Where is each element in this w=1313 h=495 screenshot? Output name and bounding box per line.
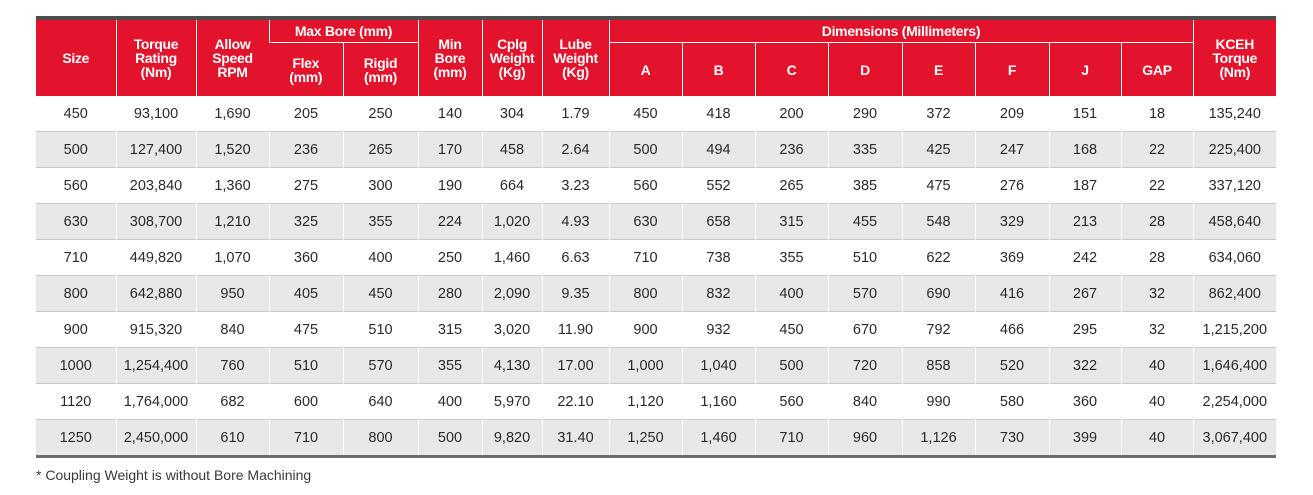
cell-torque-rating: 642,880	[116, 276, 196, 312]
table-row	[36, 384, 1276, 420]
cell-size: 500	[36, 132, 116, 168]
coupling-spec-table	[36, 20, 1276, 455]
cell-allow-speed: 1,070	[196, 240, 269, 276]
cell-dim-d: 960	[828, 420, 902, 456]
cell-allow-speed: 1,210	[196, 204, 269, 240]
cell-allow-speed: 760	[196, 348, 269, 384]
cell-flex-bore: 710	[269, 420, 343, 456]
cell-allow-speed: 1,520	[196, 132, 269, 168]
cell-kceh-torque: 862,400	[1193, 276, 1276, 312]
cell-lube-weight: 11.90	[542, 312, 609, 348]
cell-flex-bore: 600	[269, 384, 343, 420]
cell-min-bore: 140	[418, 96, 482, 132]
cell-dim-a: 500	[609, 132, 682, 168]
cell-cplg-weight: 1,460	[482, 240, 542, 276]
table-row	[36, 168, 1276, 204]
cell-rigid-bore: 400	[343, 240, 418, 276]
cell-dim-j: 267	[1049, 276, 1121, 312]
cell-kceh-torque: 135,240	[1193, 96, 1276, 132]
table-row	[36, 420, 1276, 456]
cell-dim-c: 450	[755, 312, 828, 348]
cell-dim-c: 355	[755, 240, 828, 276]
cell-lube-weight: 3.23	[542, 168, 609, 204]
cell-dim-a: 710	[609, 240, 682, 276]
cell-dim-b: 418	[682, 96, 755, 132]
cell-dim-d: 290	[828, 96, 902, 132]
cell-cplg-weight: 1,020	[482, 204, 542, 240]
cell-dim-f: 329	[975, 204, 1049, 240]
table-row	[36, 348, 1276, 384]
table-row	[36, 132, 1276, 168]
cell-dim-gap: 18	[1121, 96, 1193, 132]
cell-dim-f: 730	[975, 420, 1049, 456]
cell-kceh-torque: 1,646,400	[1193, 348, 1276, 384]
header-kceh-torque: KCEH Torque (Nm)	[1193, 20, 1276, 96]
cell-dim-gap: 40	[1121, 348, 1193, 384]
cell-rigid-bore: 250	[343, 96, 418, 132]
cell-dim-gap: 40	[1121, 384, 1193, 420]
cell-dim-j: 168	[1049, 132, 1121, 168]
cell-dim-b: 1,460	[682, 420, 755, 456]
cell-dim-e: 425	[902, 132, 975, 168]
cell-dim-a: 560	[609, 168, 682, 204]
cell-dim-j: 187	[1049, 168, 1121, 204]
cell-size: 1250	[36, 420, 116, 456]
cell-dim-gap: 22	[1121, 132, 1193, 168]
table-row	[36, 276, 1276, 312]
cell-torque-rating: 449,820	[116, 240, 196, 276]
header-dim-gap: GAP	[1121, 43, 1193, 97]
table-header	[36, 20, 1276, 96]
cell-torque-rating: 1,254,400	[116, 348, 196, 384]
cell-size: 800	[36, 276, 116, 312]
cell-dim-b: 932	[682, 312, 755, 348]
cell-rigid-bore: 265	[343, 132, 418, 168]
cell-dim-b: 658	[682, 204, 755, 240]
cell-rigid-bore: 570	[343, 348, 418, 384]
cell-cplg-weight: 3,020	[482, 312, 542, 348]
cell-lube-weight: 1.79	[542, 96, 609, 132]
header-dim-d: D	[828, 43, 902, 97]
cell-dim-b: 552	[682, 168, 755, 204]
cell-rigid-bore: 300	[343, 168, 418, 204]
cell-dim-c: 400	[755, 276, 828, 312]
cell-flex-bore: 405	[269, 276, 343, 312]
cell-size: 710	[36, 240, 116, 276]
header-torque-rating: Torque Rating (Nm)	[116, 20, 196, 96]
cell-rigid-bore: 450	[343, 276, 418, 312]
header-dim-c: C	[755, 43, 828, 97]
cell-lube-weight: 9.35	[542, 276, 609, 312]
cell-dim-f: 520	[975, 348, 1049, 384]
cell-dim-j: 213	[1049, 204, 1121, 240]
cell-kceh-torque: 458,640	[1193, 204, 1276, 240]
cell-dim-e: 858	[902, 348, 975, 384]
cell-cplg-weight: 4,130	[482, 348, 542, 384]
cell-dim-f: 369	[975, 240, 1049, 276]
cell-allow-speed: 682	[196, 384, 269, 420]
cell-dim-f: 276	[975, 168, 1049, 204]
table-row	[36, 96, 1276, 132]
cell-kceh-torque: 634,060	[1193, 240, 1276, 276]
cell-dim-d: 670	[828, 312, 902, 348]
cell-cplg-weight: 2,090	[482, 276, 542, 312]
cell-min-bore: 400	[418, 384, 482, 420]
cell-dim-e: 1,126	[902, 420, 975, 456]
cell-dim-a: 800	[609, 276, 682, 312]
cell-dim-gap: 40	[1121, 420, 1193, 456]
cell-torque-rating: 2,450,000	[116, 420, 196, 456]
cell-cplg-weight: 304	[482, 96, 542, 132]
cell-dim-b: 832	[682, 276, 755, 312]
cell-flex-bore: 475	[269, 312, 343, 348]
cell-dim-j: 399	[1049, 420, 1121, 456]
cell-torque-rating: 915,320	[116, 312, 196, 348]
cell-dim-gap: 32	[1121, 276, 1193, 312]
cell-dim-f: 247	[975, 132, 1049, 168]
cell-flex-bore: 205	[269, 96, 343, 132]
cell-lube-weight: 4.93	[542, 204, 609, 240]
header-flex: Flex (mm)	[269, 43, 343, 97]
cell-dim-j: 151	[1049, 96, 1121, 132]
cell-dim-f: 580	[975, 384, 1049, 420]
cell-lube-weight: 22.10	[542, 384, 609, 420]
cell-dim-c: 265	[755, 168, 828, 204]
header-dim-a: A	[609, 43, 682, 97]
cell-dim-e: 475	[902, 168, 975, 204]
cell-dim-b: 1,040	[682, 348, 755, 384]
header-dim-f: F	[975, 43, 1049, 97]
cell-size: 1000	[36, 348, 116, 384]
cell-flex-bore: 325	[269, 204, 343, 240]
cell-dim-b: 494	[682, 132, 755, 168]
cell-cplg-weight: 664	[482, 168, 542, 204]
cell-dim-e: 792	[902, 312, 975, 348]
header-allow-speed: Allow Speed RPM	[196, 20, 269, 96]
cell-rigid-bore: 355	[343, 204, 418, 240]
cell-dim-d: 570	[828, 276, 902, 312]
cell-torque-rating: 308,700	[116, 204, 196, 240]
table-body	[36, 96, 1276, 455]
cell-dim-j: 242	[1049, 240, 1121, 276]
cell-dim-gap: 32	[1121, 312, 1193, 348]
cell-dim-e: 690	[902, 276, 975, 312]
cell-lube-weight: 17.00	[542, 348, 609, 384]
cell-lube-weight: 6.63	[542, 240, 609, 276]
cell-size: 450	[63, 105, 88, 122]
header-min-bore: Min Bore (mm)	[418, 20, 482, 96]
cell-min-bore: 280	[418, 276, 482, 312]
cell-allow-speed: 1,690	[196, 96, 269, 132]
cell-dim-gap: 22	[1121, 168, 1193, 204]
header-dimensions-group: Dimensions (Millimeters)	[609, 20, 1193, 43]
cell-lube-weight: 2.64	[542, 132, 609, 168]
cell-cplg-weight: 9,820	[482, 420, 542, 456]
cell-rigid-bore: 800	[343, 420, 418, 456]
cell-cplg-weight: 458	[482, 132, 542, 168]
footnote: * Coupling Weight is without Bore Machining	[36, 467, 312, 483]
header-dim-e: E	[902, 43, 975, 97]
cell-flex-bore: 360	[269, 240, 343, 276]
cell-dim-d: 335	[828, 132, 902, 168]
cell-dim-j: 322	[1049, 348, 1121, 384]
cell-min-bore: 500	[418, 420, 482, 456]
header-lube-weight: Lube Weight (Kg)	[542, 20, 609, 96]
cell-kceh-torque: 2,254,000	[1193, 384, 1276, 420]
cell-flex-bore: 236	[269, 132, 343, 168]
cell-dim-a: 900	[609, 312, 682, 348]
cell-torque-rating: 127,400	[116, 132, 196, 168]
cell-dim-d: 455	[828, 204, 902, 240]
cell-flex-bore: 510	[269, 348, 343, 384]
cell-allow-speed: 950	[196, 276, 269, 312]
cell-allow-speed: 840	[196, 312, 269, 348]
cell-dim-c: 236	[755, 132, 828, 168]
cell-allow-speed: 610	[196, 420, 269, 456]
cell-dim-c: 315	[755, 204, 828, 240]
cell-min-bore: 250	[418, 240, 482, 276]
header-dim-j: J	[1049, 43, 1121, 97]
header-dim-b: B	[682, 43, 755, 97]
cell-kceh-torque: 337,120	[1193, 168, 1276, 204]
header-size: Size	[36, 20, 116, 96]
cell-dim-j: 295	[1049, 312, 1121, 348]
cell-dim-c: 560	[755, 384, 828, 420]
cell-dim-d: 840	[828, 384, 902, 420]
table-row	[36, 204, 1276, 240]
cell-dim-e: 548	[902, 204, 975, 240]
cell-dim-f: 209	[975, 96, 1049, 132]
cell-size: 1120	[36, 384, 116, 420]
cell-dim-f: 466	[975, 312, 1049, 348]
table-bottom-rule	[36, 455, 1276, 458]
cell-dim-c: 200	[755, 96, 828, 132]
cell-dim-d: 510	[828, 240, 902, 276]
cell-dim-c: 710	[755, 420, 828, 456]
cell-size: 630	[36, 204, 116, 240]
cell-dim-d: 385	[828, 168, 902, 204]
cell-dim-j: 360	[1049, 384, 1121, 420]
cell-min-bore: 224	[418, 204, 482, 240]
cell-dim-f: 416	[975, 276, 1049, 312]
cell-dim-a: 450	[609, 96, 682, 132]
cell-rigid-bore: 640	[343, 384, 418, 420]
header-max-bore-group: Max Bore (mm)	[269, 20, 418, 43]
cell-kceh-torque: 3,067,400	[1193, 420, 1276, 456]
cell-min-bore: 170	[418, 132, 482, 168]
table-row	[36, 240, 1276, 276]
table-row	[36, 312, 1276, 348]
cell-dim-c: 500	[755, 348, 828, 384]
header-cplg-weight: Cplg Weight (Kg)	[482, 20, 542, 96]
cell-min-bore: 190	[418, 168, 482, 204]
cell-dim-b: 738	[682, 240, 755, 276]
cell-allow-speed: 1,360	[196, 168, 269, 204]
cell-torque-rating: 93,100	[116, 96, 196, 132]
cell-dim-gap: 28	[1121, 240, 1193, 276]
cell-dim-a: 1,120	[609, 384, 682, 420]
cell-flex-bore: 275	[269, 168, 343, 204]
cell-min-bore: 315	[418, 312, 482, 348]
cell-size: 560	[36, 168, 116, 204]
cell-lube-weight: 31.40	[542, 420, 609, 456]
cell-size: 900	[36, 312, 116, 348]
cell-kceh-torque: 225,400	[1193, 132, 1276, 168]
header-rigid: Rigid (mm)	[343, 43, 418, 97]
cell-dim-e: 622	[902, 240, 975, 276]
cell-cplg-weight: 5,970	[482, 384, 542, 420]
cell-dim-e: 372	[902, 96, 975, 132]
cell-dim-gap: 28	[1121, 204, 1193, 240]
cell-dim-b: 1,160	[682, 384, 755, 420]
cell-dim-e: 990	[902, 384, 975, 420]
cell-dim-a: 1,000	[609, 348, 682, 384]
cell-kceh-torque: 1,215,200	[1193, 312, 1276, 348]
cell-dim-d: 720	[828, 348, 902, 384]
cell-torque-rating: 1,764,000	[116, 384, 196, 420]
cell-dim-a: 630	[609, 204, 682, 240]
cell-rigid-bore: 510	[343, 312, 418, 348]
cell-dim-a: 1,250	[609, 420, 682, 456]
coupling-spec-table-container	[36, 16, 1276, 458]
cell-torque-rating: 203,840	[116, 168, 196, 204]
cell-min-bore: 355	[418, 348, 482, 384]
